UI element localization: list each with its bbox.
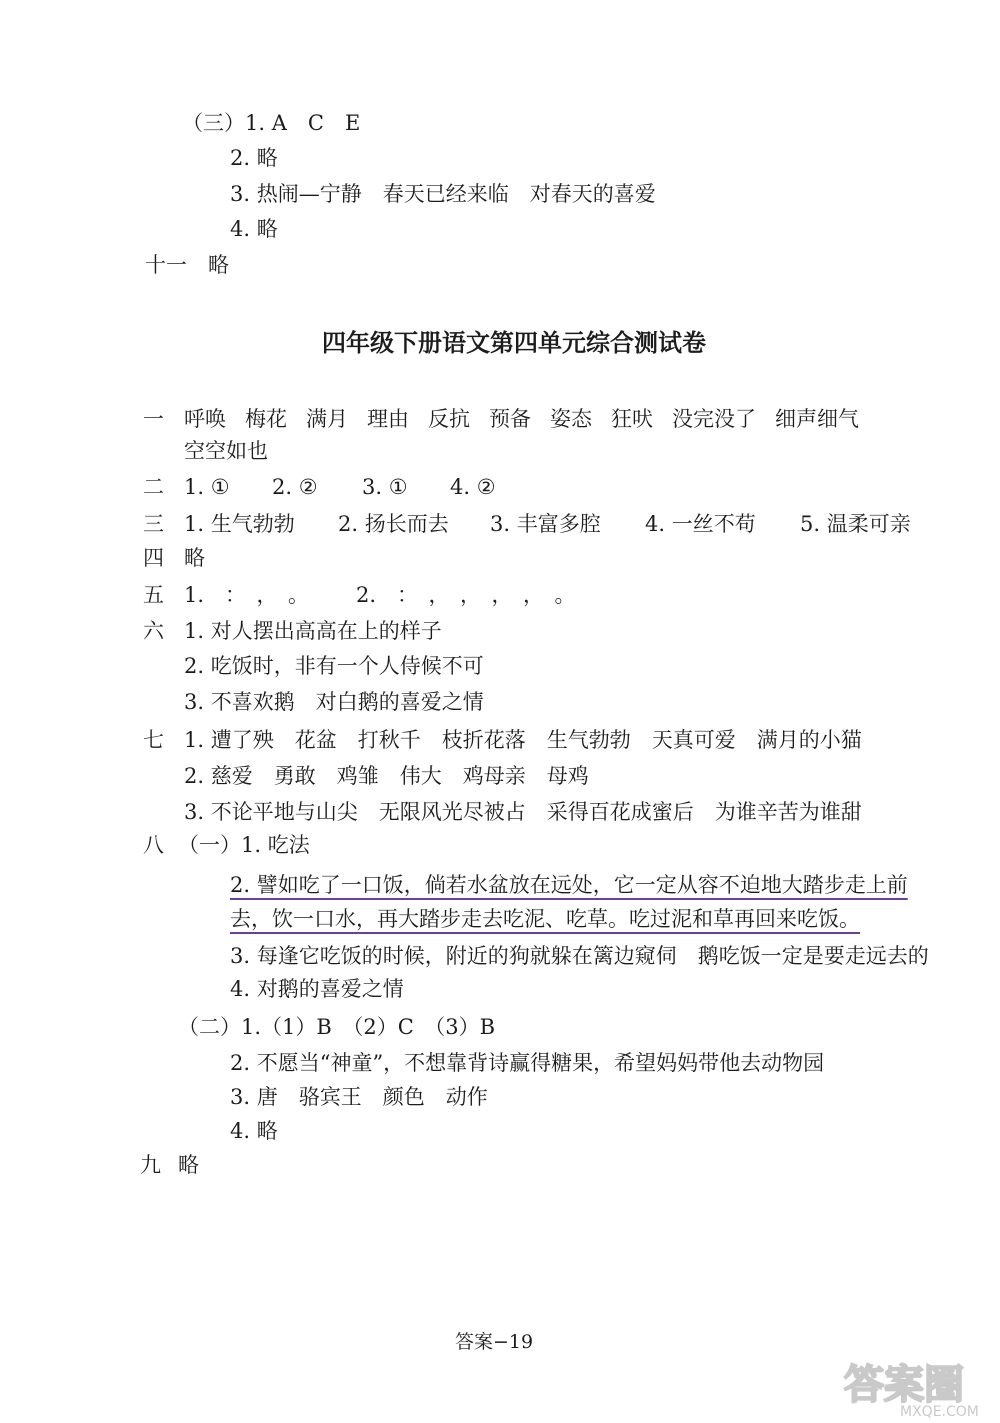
q5-answer-2: 2. ： ， ， ， ， 。 <box>356 583 576 607</box>
q1-word: 反抗 <box>428 407 470 431</box>
q9-text: 略 <box>178 1153 199 1177</box>
q4-label: 四 <box>143 546 164 570</box>
q2-item-2: 2. ② <box>272 475 318 499</box>
q8-p1-line-1: （一）1. 吃法 <box>178 833 310 857</box>
q8-p2-line-1: （二）1.（1）B （2）C （3）B <box>178 1015 496 1039</box>
q8-p1-line-4: 4. 对鹅的喜爱之情 <box>230 977 404 1001</box>
q1-words <box>184 404 859 434</box>
q1-cont: 空空如也 <box>184 439 268 463</box>
prev-san-line-1: （三）1. A C E <box>182 111 361 135</box>
svg-text:MXQE.COM: MXQE.COM <box>900 1404 979 1420</box>
q6-line-3: 3. 不喜欢鹅 对白鹅的喜爱之情 <box>184 690 484 714</box>
q5-answer-1: 1. ： ， 。 <box>184 583 310 607</box>
q4-text: 略 <box>184 546 205 570</box>
q5-label: 五 <box>143 583 164 607</box>
q8-p2-line-2: 2. 不愿当“神童”，不想靠背诗赢得糖果，希望妈妈带他去动物园 <box>230 1051 825 1075</box>
watermark-logo-text <box>844 1362 964 1408</box>
q8-label: 八 <box>143 833 164 857</box>
q1-word: 没完没了 <box>672 407 756 431</box>
q8-p2-line-4: 4. 略 <box>230 1119 278 1143</box>
q8-p1-line-3: 3. 每逢它吃饭的时候，附近的狗就躲在篱边窥伺 鹅吃饭一定是要走远去的 <box>230 944 929 968</box>
prev-san-line-2: 2. 略 <box>230 146 278 170</box>
q1-word: 理由 <box>367 407 409 431</box>
q9-label: 九 <box>140 1153 161 1177</box>
q2-label: 二 <box>143 475 164 499</box>
q3-item-2: 2. 扬长而去 <box>338 512 449 536</box>
q3-item-4: 4. 一丝不苟 <box>645 512 756 536</box>
q1-word: 狂吠 <box>611 407 653 431</box>
q2-item-1: 1. ① <box>184 475 230 499</box>
q3-item-1: 1. 生气勃勃 <box>184 512 295 536</box>
svg-text:答案圈: 答案圈 <box>844 1362 964 1408</box>
prev-san-line-3: 3. 热闹—宁静 春天已经来临 对春天的喜爱 <box>230 182 656 206</box>
q6-line-2: 2. 吃饭时，非有一个人侍候不可 <box>184 654 484 678</box>
q7-line-1: 1. 遭了殃 花盆 打秋千 枝折花落 生气勃勃 天真可爱 满月的小猫 <box>184 728 862 752</box>
q3-item-3: 3. 丰富多腔 <box>490 512 601 536</box>
q8-p2-line-3: 3. 唐 骆宾王 颜色 动作 <box>230 1085 488 1109</box>
prev-san-line-4: 4. 略 <box>230 217 278 241</box>
q3-label: 三 <box>143 512 164 536</box>
q1-word: 预备 <box>489 407 531 431</box>
q7-line-3: 3. 不论平地与山尖 无限风光尽被占 采得百花成蜜后 为谁辛苦为谁甜 <box>184 800 862 824</box>
page-footer: 答案−19 <box>455 1331 534 1353</box>
q7-line-2: 2. 慈爱 勇敢 鸡雏 伟大 鸡母亲 母鸡 <box>184 764 589 788</box>
q1-label: 一 <box>143 407 164 431</box>
q8-p1-line-2b: 去，饮一口水，再大踏步走去吃泥、吃草。吃过泥和草再回来吃饭。 <box>230 907 860 931</box>
q7-label: 七 <box>143 728 164 752</box>
q11-line: 十一 略 <box>145 253 229 277</box>
page-title: 四年级下册语文第四单元综合测试卷 <box>322 329 706 357</box>
q1-word: 细声细气 <box>775 407 859 431</box>
q1-word: 梅花 <box>245 407 287 431</box>
watermark-logo <box>840 1350 990 1420</box>
q2-item-3: 3. ① <box>362 475 408 499</box>
q6-label: 六 <box>143 619 164 643</box>
q1-word: 满月 <box>306 407 348 431</box>
q2-item-4: 4. ② <box>450 475 496 499</box>
q1-word: 姿态 <box>550 407 592 431</box>
q3-item-5: 5. 温柔可亲 <box>800 512 911 536</box>
q6-line-1: 1. 对人摆出高高在上的样子 <box>184 619 442 643</box>
q1-word: 呼唤 <box>184 407 226 431</box>
q8-p1-line-2a: 2. 譬如吃了一口饭，倘若水盆放在远处，它一定从容不迫地大踏步走上前 <box>230 873 908 897</box>
